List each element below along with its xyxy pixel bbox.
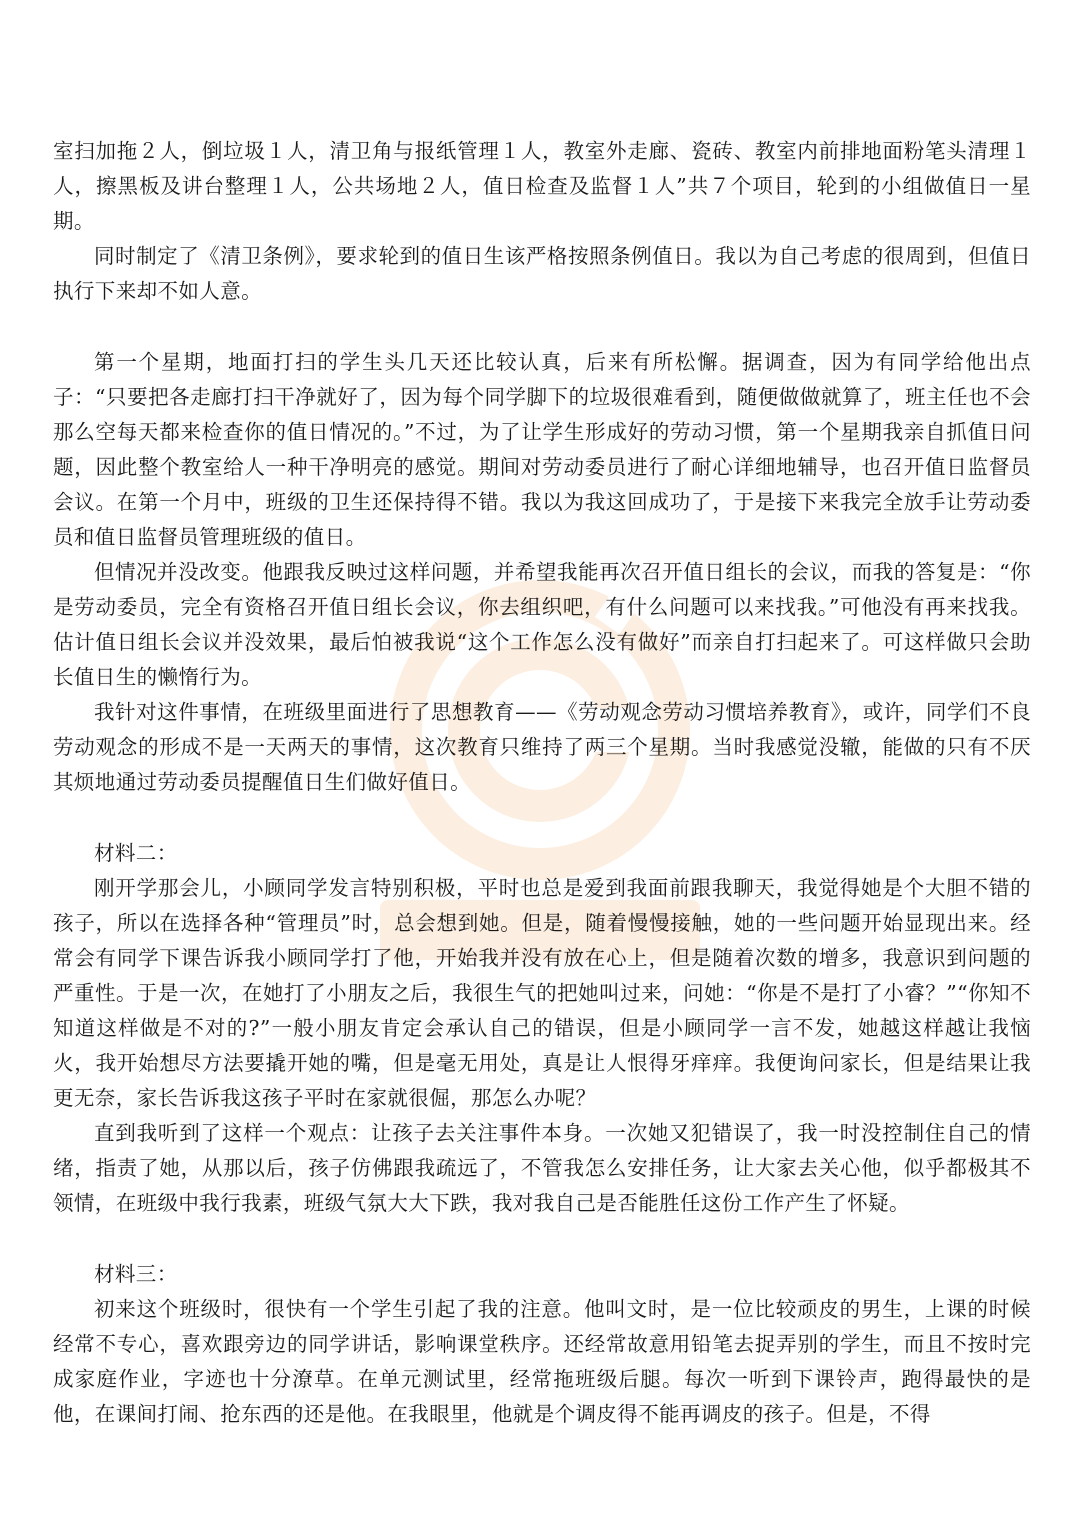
section-spacer: [53, 1221, 1031, 1257]
paragraph-no-change: 但情况并没改变。他跟我反映过这样问题，并希望我能再次召开值日组长的会议，而我的答复是：“你是劳动委员，完全有资格召开值日组长会议，你去组织吧，有什么问题可以来找我。”可他没有再来找我。估计值日组长会议并没效果，最后怕被我说“这个工作怎么没有做好”而亲自打扫起来了。可这样做只会助长值日生的懒惰行为。: [53, 560, 1031, 689]
paragraph-focus-on-event: 直到我听到了这样一个观点：让孩子去关注事件本身。一次她又犯错误了，我一时没控制住自己的情绪，指责了她，从那以后，孩子仿佛跟我疏远了，不管我怎么安排任务，让大家去关心他，似乎都极其不领情，在班级中我行我素，班级气氛大大下跌，我对我自己是否能胜任这份工作产生了怀疑。: [53, 1121, 1031, 1215]
paragraph-ideological-education: 我针对这件事情，在班级里面进行了思想教育——《劳动观念劳动习惯培养教育》，或许，同学们不良劳动观念的形成不是一天两天的事情，这次教育只维持了两三个星期。当时我感觉没辙，能做的只有不厌其烦地通过劳动委员提醒值日生们做好值日。: [53, 700, 1031, 794]
paragraph-cleaning-rules: 同时制定了《清卫条例》，要求轮到的值日生该严格按照条例值日。我以为自己考虑的很周到，但值日执行下来却不如人意。: [53, 244, 1031, 303]
section-heading-material-three: 材料三：: [94, 1262, 178, 1286]
paragraph-wenshi: 初来这个班级时，很快有一个学生引起了我的注意。他叫文时，是一位比较顽皮的男生，上课的时候经常不专心，喜欢跟旁边的同学讲话，影响课堂秩序。还经常故意用铅笔去捉弄别的学生，而且不按时完成家庭作业，字迹也十分潦草。在单元测试里，经常拖班级后腿。每次一听到下课铃声，跑得最快的是他，在课间打闹、抢东西的还是他。在我眼里，他就是个调皮得不能再调皮的孩子。但是，不得: [53, 1297, 1031, 1426]
section-heading-material-two: 材料二：: [94, 841, 178, 865]
paragraph-duty-roles: 室扫加拖２人，倒垃圾１人，清卫角与报纸管理１人，教室外走廊、瓷砖、教室内前排地面粉笔头清理１人，擦黑板及讲台整理１人，公共场地２人，值日检查及监督１人”共７个项目，轮到的小组做值日一星期。: [53, 139, 1031, 233]
document-body: [53, 134, 1031, 1432]
paragraph-xiaogu: 刚开学那会儿，小顾同学发言特别积极，平时也总是爱到我面前跟我聊天，我觉得她是个大胆不错的孩子，所以在选择各种“管理员”时，总会想到她。但是，随着慢慢接触，她的一些问题开始显现出来。经常会有同学下课告诉我小顾同学打了他，开始我并没有放在心上，但是随着次数的增多，我意识到问题的严重性。于是一次，在她打了小朋友之后，我很生气的把她叫过来，问她：“你是不是打了小睿？”“你知不知道这样做是不对的?”一般小朋友肯定会承认自己的错误，但是小顾同学一言不发，她越这样越让我恼火，我开始想尽方法要撬开她的嘴，但是毫无用处，真是让人恨得牙痒痒。我便询问家长，但是结果让我更无奈，家长告诉我这孩子平时在家就很倔，那怎么办呢？: [53, 876, 1031, 1110]
section-spacer: [53, 800, 1031, 836]
paragraph-spacer: [53, 309, 1031, 345]
paragraph-first-week: 第一个星期，地面打扫的学生头几天还比较认真，后来有所松懈。据调查，因为有同学给他出点子：“只要把各走廊打扫干净就好了，因为每个同学脚下的垃圾很难看到，随便做做就算了，班主任也不会那么空每天都来检查你的值日情况的。”不过，为了让学生形成好的劳动习惯，第一个星期我亲自抓值日问题，因此整个教室给人一种干净明亮的感觉。期间对劳动委员进行了耐心详细地辅导，也召开值日监督员会议。在第一个月中，班级的卫生还保持得不错。我以为我这回成功了，于是接下来我完全放手让劳动委员和值日监督员管理班级的值日。: [53, 350, 1031, 549]
